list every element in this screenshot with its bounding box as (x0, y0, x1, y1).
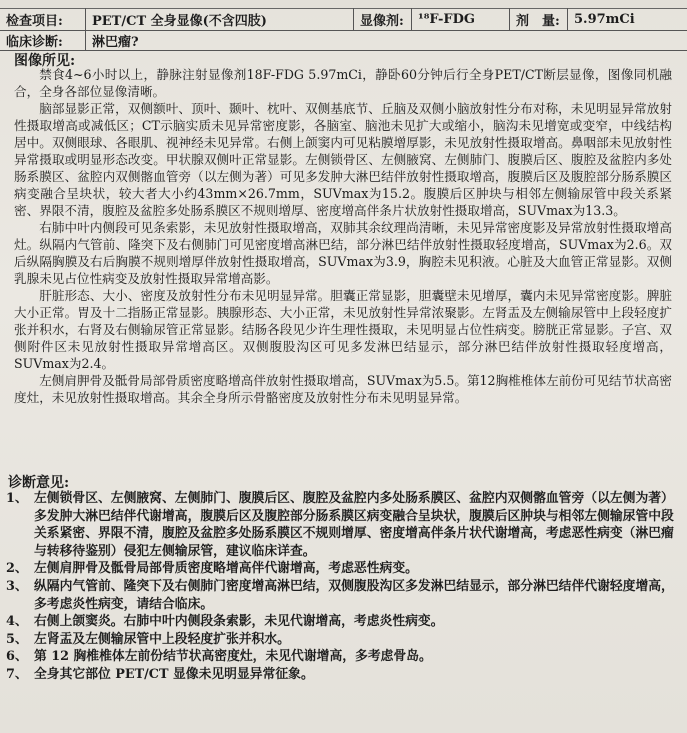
agent-label-cell (354, 8, 412, 30)
agent-value: ¹⁸F-FDG (418, 11, 476, 27)
conclusion-title: 诊断意见: (8, 475, 70, 491)
conclusion-number: 3、 (6, 578, 28, 594)
conclusion-item (6, 613, 676, 631)
exam-value-cell (86, 8, 354, 30)
findings-paragraph: 左侧肩胛骨及骶骨局部骨质密度略增高伴放射性摄取增高，SUVmax为5.5。第12胸椎椎体左前份可见结节状高密度灶，未见放射性摄取增高。其余全身所示骨骼密度及放射性分布未见明显异常。 (14, 373, 672, 405)
diag-value: 淋巴瘤? (92, 34, 139, 50)
dose-label: 剂 量: (516, 13, 560, 29)
conclusion-item (6, 648, 676, 666)
diag-label-cell (0, 30, 86, 50)
conclusion-number: 5、 (6, 631, 28, 647)
conclusion-text: 左侧锁骨区、左侧腋窝、左侧肺门、腹膜后区、腹腔及盆腔内多处肠系膜区、盆腔内双侧髂血管旁（以左侧为著）多发肿大淋巴结伴代谢增高，腹膜后区及腹腔部分肠系膜区病变融合呈块状，腹膜后区肿块与相邻左侧输尿管中段关系紧密、界限不清，腹腔及盆腔多处肠系膜区不规则增厚、密度增高伴条片状代谢增高，考虑恶性病变（淋巴瘤与转移待鉴别）侵犯左侧输尿管，建议临床详查。 (34, 491, 674, 559)
conclusion-number: 1、 (6, 491, 28, 506)
diag-value-cell (86, 30, 687, 50)
conclusion-number: 4、 (6, 614, 28, 630)
conclusion-text: 左侧肩胛骨及骶骨局部骨质密度略增高伴代谢增高，考虑恶性病变。 (34, 561, 418, 577)
conclusion-item (6, 631, 676, 649)
conclusion-text: 第 12 胸椎椎体左前份结节状高密度灶，未见代谢增高，多考虑骨岛。 (34, 649, 432, 665)
conclusion-list (6, 490, 676, 684)
conclusion-number: 6、 (6, 649, 28, 665)
conclusion-item (6, 666, 676, 684)
conclusion-item (6, 490, 676, 560)
conclusion-item (6, 560, 676, 578)
findings-title: 图像所见: (14, 53, 76, 69)
clinical-diagnosis-row (0, 30, 687, 51)
findings-paragraph: 禁食4~6小时以上，静脉注射显像剂18F-FDG 5.97mCi，静卧60分钟后行全身PET/CT断层显像，图像同机融合，全身各部位显像清晰。 (14, 67, 672, 99)
agent-value-cell (412, 8, 510, 30)
findings-body (14, 66, 672, 406)
conclusion-text: 全身其它部位 PET/CT 显像未见明显异常征象。 (34, 666, 314, 682)
agent-label: 显像剂: (360, 13, 404, 29)
diag-label: 临床诊断: (6, 34, 63, 50)
exam-value: PET/CT 全身显像(不含四肢) (92, 13, 267, 29)
dose-label-cell (510, 8, 568, 30)
conclusion-item (6, 578, 676, 613)
exam-label: 检查项目: (6, 13, 63, 29)
exam-info-row (0, 8, 687, 31)
conclusion-number: 2、 (6, 561, 28, 577)
dose-value-cell (568, 8, 687, 30)
findings-paragraph: 右肺中叶内侧段可见条索影，未见放射性摄取增高，双肺其余纹理尚清晰，未见异常密度影及异常放射性摄取增高灶。纵隔内气管前、隆突下及右侧肺门可见密度增高淋巴结，部分淋巴结伴放射性摄取轻度增高，SUVmax为2.6。双后纵隔胸膜及右后胸膜不规则增厚伴放射性摄取增高，SUVmax为3.9，胸腔未见积液。心脏及大血管正常显影。双侧乳腺未见占位性病变及放射性摄取异常增高影。 (14, 220, 672, 286)
findings-paragraph: 脑部显影正常，双侧额叶、顶叶、颞叶、枕叶、双侧基底节、丘脑及双侧小脑放射性分布对称，未见明显异常放射性摄取增高或减低区；CT示脑实质未见异常密度影，各脑室、脑池未见扩大或缩小，脑沟未见增宽或变窄，中线结构居中。双侧眼球、各眼肌、视神经未见异常。右侧上颌窦内可见粘膜增厚影，未见放射性摄取增高。鼻咽部未见放射性异常摄取或明显形态改变。甲状腺双侧叶正常显影。左侧锁骨区、左侧腋窝、左侧肺门、腹膜后区、腹腔及盆腔内多处肠系膜区、盆腔内双侧髂血管旁（以左侧为著）可见多发肿大淋巴结伴放射性摄取增高，腹膜后区及腹腔部分肠系膜区病变融合呈块状，较大者大小约43mm×26.7mm，SUVmax为15.2。腹膜后区肿块与相邻左侧输尿管中段关系紧密、界限不清，腹腔及盆腔多处肠系膜区不规则增厚、密度增高伴条片状放射性摄取增高，SUVmax为13.3。 (14, 101, 672, 218)
conclusion-text: 右侧上颌窦炎。右肺中叶内侧段条索影，未见代谢增高，考虑炎性病变。 (34, 614, 444, 630)
findings-paragraph: 肝脏形态、大小、密度及放射性分布未见明显异常。胆囊正常显影，胆囊壁未见增厚，囊内未见异常密度影。脾脏大小正常。胃及十二指肠正常显影。胰腺形态、大小正常，未见放射性异常浓聚影。左肾盂及左侧输尿管中上段轻度扩张并积水，右肾及右侧输尿管正常显影。结肠各段见少许生理性摄取，未见明显占位性病变。膀胱正常显影。子宫、双侧附件区未见放射性摄取异常增高区。双侧腹股沟区可见多发淋巴结显示，部分淋巴结伴放射性摄取轻度增高，SUVmax为2.4。 (14, 288, 672, 371)
conclusion-number: 7、 (6, 666, 28, 682)
dose-value: 5.97mCi (574, 11, 635, 27)
conclusion-text: 左肾盂及左侧输尿管中上段轻度扩张并积水。 (34, 631, 290, 647)
exam-label-cell (0, 8, 86, 30)
conclusion-text: 纵隔内气管前、隆突下及右侧肺门密度增高淋巴结，双侧腹股沟区多发淋巴结显示，部分淋巴结伴代谢轻度增高，多考虑炎性病变，请结合临床。 (34, 578, 674, 612)
